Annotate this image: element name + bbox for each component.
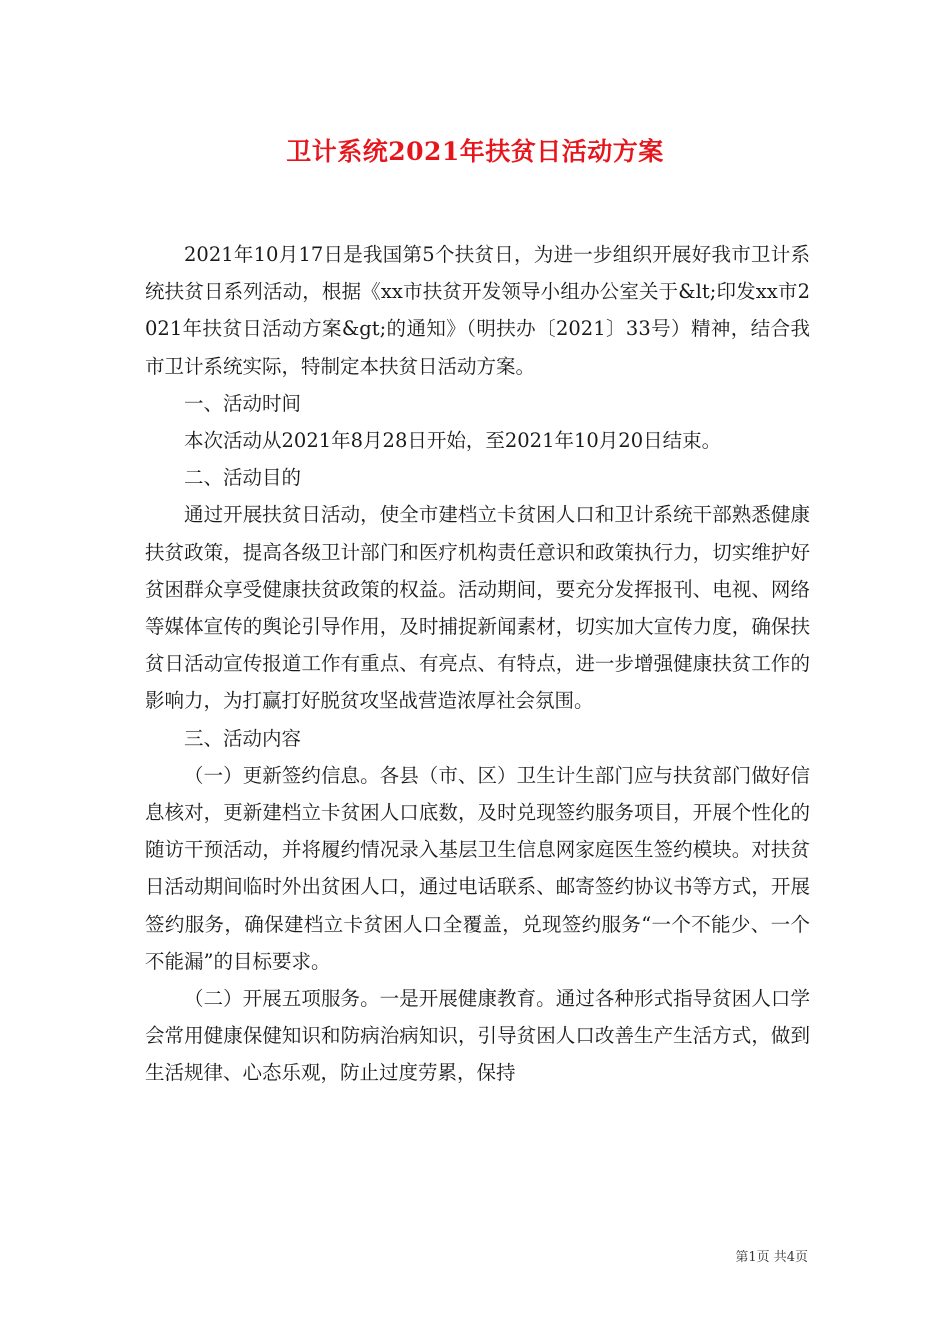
heading-activity-purpose: 二、活动目的 [184,466,302,490]
document-title: 卫计系统2021年扶贫日活动方案 [286,137,664,166]
heading-activity-content: 三、活动内容 [184,726,302,750]
paragraph-intro: 2021年10月17日是我国第5个扶贫日，为进一步组织开展好我市卫计系统扶贫日系列活动，根据《xx市扶贫开发领导小组办公室关于&lt;印发xx市2021年扶贫日活动方案&gt;的通知》（明扶办〔2021〕33号）精神，结合我市卫计系统实际，特制定本扶贫日活动方案。 [145,243,810,378]
paragraph-activity-time: 本次活动从2021年8月28日开始，至2021年10月20日结束。 [184,429,722,453]
paragraph-content-one: （一）更新签约信息。各县（市、区）卫生计生部门应与扶贫部门做好信息核对，更新建档立卡贫困人口底数，及时兑现签约服务项目，开展个性化的随访干预活动，并将履约情况录入基层卫生信息网家庭医生签约模块。对扶贫日活动期间临时外出贫困人口，通过电话联系、邮寄签约协议书等方式，开展签约服务，确保建档立卡贫困人口全覆盖，兑现签约服务“一个不能少、一个不能漏”的目标要求。 [145,763,810,973]
heading-activity-time: 一、活动时间 [184,391,302,415]
paragraph-content-two: （二）开展五项服务。一是开展健康教育。通过各种形式指导贫困人口学会常用健康保健知识和防病治病知识，引导贫困人口改善生产生活方式，做到生活规律、心态乐观，防止过度劳累，保持 [145,987,810,1085]
paragraph-activity-purpose: 通过开展扶贫日活动，使全市建档立卡贫困人口和卫计系统干部熟悉健康扶贫政策，提高各级卫计部门和医疗机构责任意识和政策执行力，切实维护好贫困群众享受健康扶贫政策的权益。活动期间，要充分发挥报刊、电视、网络等媒体宣传的舆论引导作用，及时捕捉新闻素材，切实加大宣传力度，确保扶贫日活动宣传报道工作有重点、有亮点、有特点，进一步增强健康扶贫工作的影响力，为打赢打好脱贫攻坚战营造浓厚社会氛围。 [145,503,810,713]
page-number: 第1页 共4页 [735,1250,808,1265]
document-body [145,236,810,1092]
